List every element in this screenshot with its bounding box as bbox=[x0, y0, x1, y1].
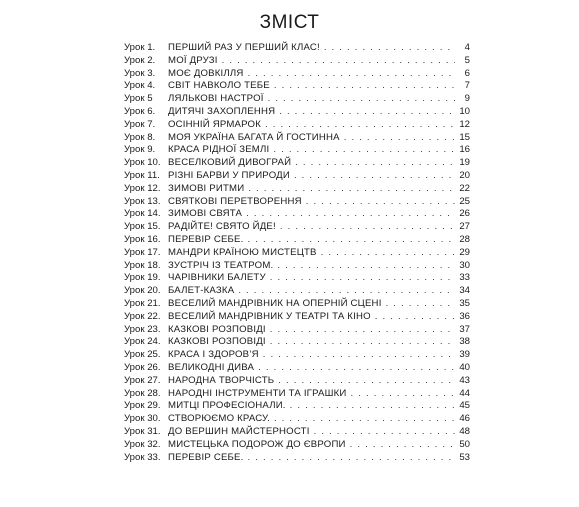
page-number: 36 bbox=[459, 310, 470, 322]
lesson-title: МОЇ ДРУЗІ bbox=[168, 54, 218, 66]
page-title: ЗМІСТ bbox=[259, 12, 320, 33]
lesson-title: ЗУСТРІЧ ІЗ ТЕАТРОМ. bbox=[168, 259, 274, 271]
page-number: 20 bbox=[459, 169, 470, 181]
lesson-title: ДО ВЕРШИН МАЙСТЕРНОСТІ bbox=[168, 425, 310, 437]
toc-entry bbox=[124, 426, 470, 439]
table-of-contents bbox=[124, 42, 470, 464]
lesson-title: ВЕСЕЛИЙ МАНДРІВНИК НА ОПЕРНІЙ СЦЕНІ bbox=[168, 297, 382, 309]
page-number: 34 bbox=[459, 285, 470, 297]
lesson-number: Урок 1. bbox=[124, 42, 156, 53]
lesson-number: Урок 16. bbox=[124, 233, 161, 245]
lesson-title: НАРОДНА ТВОРЧІСТЬ bbox=[168, 374, 275, 386]
lesson-title: СВІТ НАВКОЛО ТЕБЕ bbox=[168, 80, 270, 92]
page-number: 50 bbox=[459, 438, 470, 450]
lesson-title: НАРОДНІ ІНСТРУМЕНТИ ТА ІГРАШКИ bbox=[168, 387, 347, 399]
lesson-title: СТВОРЮЄМО КРАСУ. bbox=[168, 413, 270, 425]
lesson-title: ПЕРЕВІР СЕБЕ. bbox=[168, 451, 244, 463]
page-number: 4 bbox=[464, 42, 470, 53]
page-number: 6 bbox=[464, 67, 470, 79]
dot-leader bbox=[265, 119, 455, 132]
lesson-title: РІЗНІ БАРВИ У ПРИРОДИ bbox=[168, 169, 290, 181]
lesson-number: Урок 7. bbox=[124, 118, 156, 130]
lesson-number: Урок 2. bbox=[124, 54, 156, 66]
lesson-number: Урок 29. bbox=[124, 400, 161, 412]
page-number: 27 bbox=[459, 221, 470, 233]
toc-entry bbox=[124, 362, 470, 375]
lesson-number: Урок 18. bbox=[124, 259, 161, 271]
toc-entry bbox=[124, 388, 470, 401]
lesson-number: Урок 28. bbox=[124, 387, 161, 399]
lesson-title: РАДІЙТЕ! СВЯТО ЙДЕ! bbox=[168, 221, 276, 233]
page-number: 30 bbox=[459, 259, 470, 271]
dot-leader bbox=[273, 144, 455, 157]
lesson-number: Урок 21. bbox=[124, 297, 161, 309]
dot-leader bbox=[248, 183, 455, 196]
page-number: 19 bbox=[459, 157, 470, 169]
page-number: 22 bbox=[459, 182, 470, 194]
page-number: 33 bbox=[459, 272, 470, 284]
dot-leader bbox=[238, 285, 455, 298]
page-number: 40 bbox=[459, 361, 470, 373]
lesson-number: Урок 26. bbox=[124, 361, 161, 373]
lesson-number: Урок 23. bbox=[124, 323, 161, 335]
dot-leader bbox=[246, 208, 455, 221]
dot-leader bbox=[351, 388, 455, 401]
page-number: 38 bbox=[459, 336, 470, 348]
toc-entry bbox=[124, 285, 470, 298]
dot-leader bbox=[277, 260, 455, 273]
page-number: 15 bbox=[459, 131, 470, 143]
lesson-number: Урок 11. bbox=[124, 169, 160, 181]
toc-entry bbox=[124, 413, 470, 426]
toc-entry bbox=[124, 272, 470, 285]
dot-leader bbox=[263, 349, 455, 362]
dot-leader bbox=[268, 93, 455, 106]
lesson-number: Урок 9. bbox=[124, 144, 156, 156]
dot-leader bbox=[270, 324, 455, 337]
dot-leader bbox=[258, 362, 455, 375]
lesson-title: МИСТЕЦЬКА ПОДОРОЖ ДО ЄВРОПИ bbox=[168, 438, 346, 450]
toc-entry bbox=[124, 42, 470, 55]
lesson-number: Урок 19. bbox=[124, 272, 161, 284]
dot-leader bbox=[375, 311, 455, 324]
toc-entry bbox=[124, 375, 470, 388]
page-number: 26 bbox=[459, 208, 470, 220]
page-number: 44 bbox=[459, 387, 470, 399]
lesson-title: МИТЦІ ПРОФЕСІОНАЛИ. bbox=[168, 400, 286, 412]
page-number: 29 bbox=[459, 246, 470, 258]
page-number: 39 bbox=[459, 349, 470, 361]
toc-entry bbox=[124, 336, 470, 349]
lesson-title: МАНДРИ КРАЇНОЮ МИСТЕЦТВ bbox=[168, 246, 317, 258]
page-number: 28 bbox=[459, 233, 470, 245]
page-number: 10 bbox=[459, 105, 470, 117]
toc-entry bbox=[124, 170, 470, 183]
lesson-number: Урок 5 bbox=[124, 93, 153, 105]
lesson-title: КАЗКОВІ РОЗПОВІДІ bbox=[168, 323, 266, 335]
dot-leader bbox=[344, 132, 455, 145]
page-number: 37 bbox=[459, 323, 470, 335]
toc-entry bbox=[124, 452, 470, 465]
lesson-title: МОЯ УКРАЇНА БАГАТА Й ГОСТИННА bbox=[168, 131, 340, 143]
toc-entry bbox=[124, 311, 470, 324]
dot-leader bbox=[386, 298, 455, 311]
page-number: 35 bbox=[459, 297, 470, 309]
lesson-number: Урок 13. bbox=[124, 195, 161, 207]
lesson-title: ЗИМОВІ СВЯТА bbox=[168, 208, 243, 220]
lesson-number: Урок 32. bbox=[124, 438, 161, 450]
lesson-title: ЗИМОВІ РИТМИ bbox=[168, 182, 245, 194]
toc-entry bbox=[124, 106, 470, 119]
page-number: 53 bbox=[459, 451, 470, 463]
lesson-number: Урок 27. bbox=[124, 374, 161, 386]
dot-leader bbox=[306, 196, 455, 209]
lesson-title: ПЕРЕВІР СЕБЕ. bbox=[168, 233, 244, 245]
page-number: 43 bbox=[459, 374, 470, 386]
page-number: 12 bbox=[459, 118, 470, 130]
toc-entry bbox=[124, 208, 470, 221]
dot-leader bbox=[321, 247, 455, 260]
dot-leader bbox=[270, 272, 455, 285]
page-number: 48 bbox=[459, 425, 470, 437]
lesson-title: ДИТЯЧІ ЗАХОПЛЕННЯ bbox=[168, 105, 276, 117]
toc-entry bbox=[124, 221, 470, 234]
toc-entry bbox=[124, 132, 470, 145]
dot-leader bbox=[222, 55, 455, 68]
lesson-title: КРАСА І ЗДОРОВ’Я bbox=[168, 349, 259, 361]
lesson-title: ВЕСЕЛКОВИЙ ДИВОГРАЙ bbox=[168, 157, 292, 169]
toc-entry bbox=[124, 247, 470, 260]
dot-leader bbox=[290, 400, 455, 413]
lesson-number: Урок 12. bbox=[124, 182, 161, 194]
toc-entry bbox=[124, 196, 470, 209]
toc-entry bbox=[124, 93, 470, 106]
dot-leader bbox=[274, 80, 455, 93]
page-number: 46 bbox=[459, 413, 470, 425]
lesson-title: СВЯТКОВІ ПЕРЕТВОРЕННЯ bbox=[168, 195, 302, 207]
lesson-number: Урок 30. bbox=[124, 413, 161, 425]
lesson-number: Урок 25. bbox=[124, 349, 161, 361]
lesson-number: Урок 20. bbox=[124, 285, 161, 297]
lesson-number: Урок 15. bbox=[124, 221, 161, 233]
lesson-number: Урок 3. bbox=[124, 67, 156, 79]
page-number: 9 bbox=[464, 93, 470, 105]
dot-leader bbox=[279, 106, 455, 119]
lesson-number: Урок 17. bbox=[124, 246, 161, 258]
lesson-title: ВЕЛИКОДНІ ДИВА bbox=[168, 361, 255, 373]
lesson-title: ЧАРІВНИКИ БАЛЕТУ bbox=[168, 272, 266, 284]
lesson-title: БАЛЕТ-КАЗКА bbox=[168, 285, 235, 297]
dot-leader bbox=[294, 170, 455, 183]
lesson-title: МОЄ ДОВКІЛЛЯ bbox=[168, 67, 244, 79]
lesson-number: Урок 6. bbox=[124, 105, 156, 117]
lesson-number: Урок 24. bbox=[124, 336, 161, 348]
toc-entry bbox=[124, 324, 470, 337]
page-number: 45 bbox=[459, 400, 470, 412]
page-number: 16 bbox=[459, 144, 470, 156]
page-number: 7 bbox=[464, 80, 470, 92]
dot-leader bbox=[280, 221, 455, 234]
lesson-number: Урок 4. bbox=[124, 80, 156, 92]
dot-leader bbox=[278, 375, 455, 388]
lesson-number: Урок 10. bbox=[124, 157, 161, 169]
toc-entry bbox=[124, 349, 470, 362]
lesson-title: ЛЯЛЬКОВІ НАСТРОЇ bbox=[168, 93, 264, 105]
dot-leader bbox=[248, 68, 455, 81]
toc-entry bbox=[124, 144, 470, 157]
lesson-title: КАЗКОВІ РОЗПОВІДІ bbox=[168, 336, 266, 348]
dot-leader bbox=[270, 336, 455, 349]
dot-leader bbox=[248, 452, 455, 465]
lesson-title: ВЕСЕЛИЙ МАНДРІВНИК У ТЕАТРІ ТА КІНО bbox=[168, 310, 371, 322]
dot-leader bbox=[274, 413, 455, 426]
page-number: 5 bbox=[464, 54, 470, 66]
toc-entry bbox=[124, 439, 470, 452]
dot-leader bbox=[295, 157, 455, 170]
page-number: 25 bbox=[459, 195, 470, 207]
toc-entry bbox=[124, 234, 470, 247]
toc-entry bbox=[124, 260, 470, 273]
toc-entry bbox=[124, 55, 470, 68]
toc-entry bbox=[124, 80, 470, 93]
lesson-title: ПЕРШИЙ РАЗ У ПЕРШИЙ КЛАС! bbox=[168, 42, 320, 53]
toc-entry bbox=[124, 68, 470, 81]
lesson-title: ОСІННІЙ ЯРМАРОК bbox=[168, 118, 261, 130]
dot-leader bbox=[350, 439, 455, 452]
dot-leader bbox=[324, 42, 455, 55]
toc-entry bbox=[124, 119, 470, 132]
lesson-number: Урок 14. bbox=[124, 208, 161, 220]
dot-leader bbox=[314, 426, 455, 439]
toc-entry bbox=[124, 400, 470, 413]
lesson-number: Урок 22. bbox=[124, 310, 161, 322]
lesson-title: КРАСА РІДНОЇ ЗЕМЛІ bbox=[168, 144, 270, 156]
lesson-number: Урок 31. bbox=[124, 425, 161, 437]
lesson-number: Урок 33. bbox=[124, 451, 161, 463]
toc-entry bbox=[124, 298, 470, 311]
lesson-number: Урок 8. bbox=[124, 131, 156, 143]
toc-entry bbox=[124, 157, 470, 170]
dot-leader bbox=[248, 234, 455, 247]
toc-entry bbox=[124, 183, 470, 196]
